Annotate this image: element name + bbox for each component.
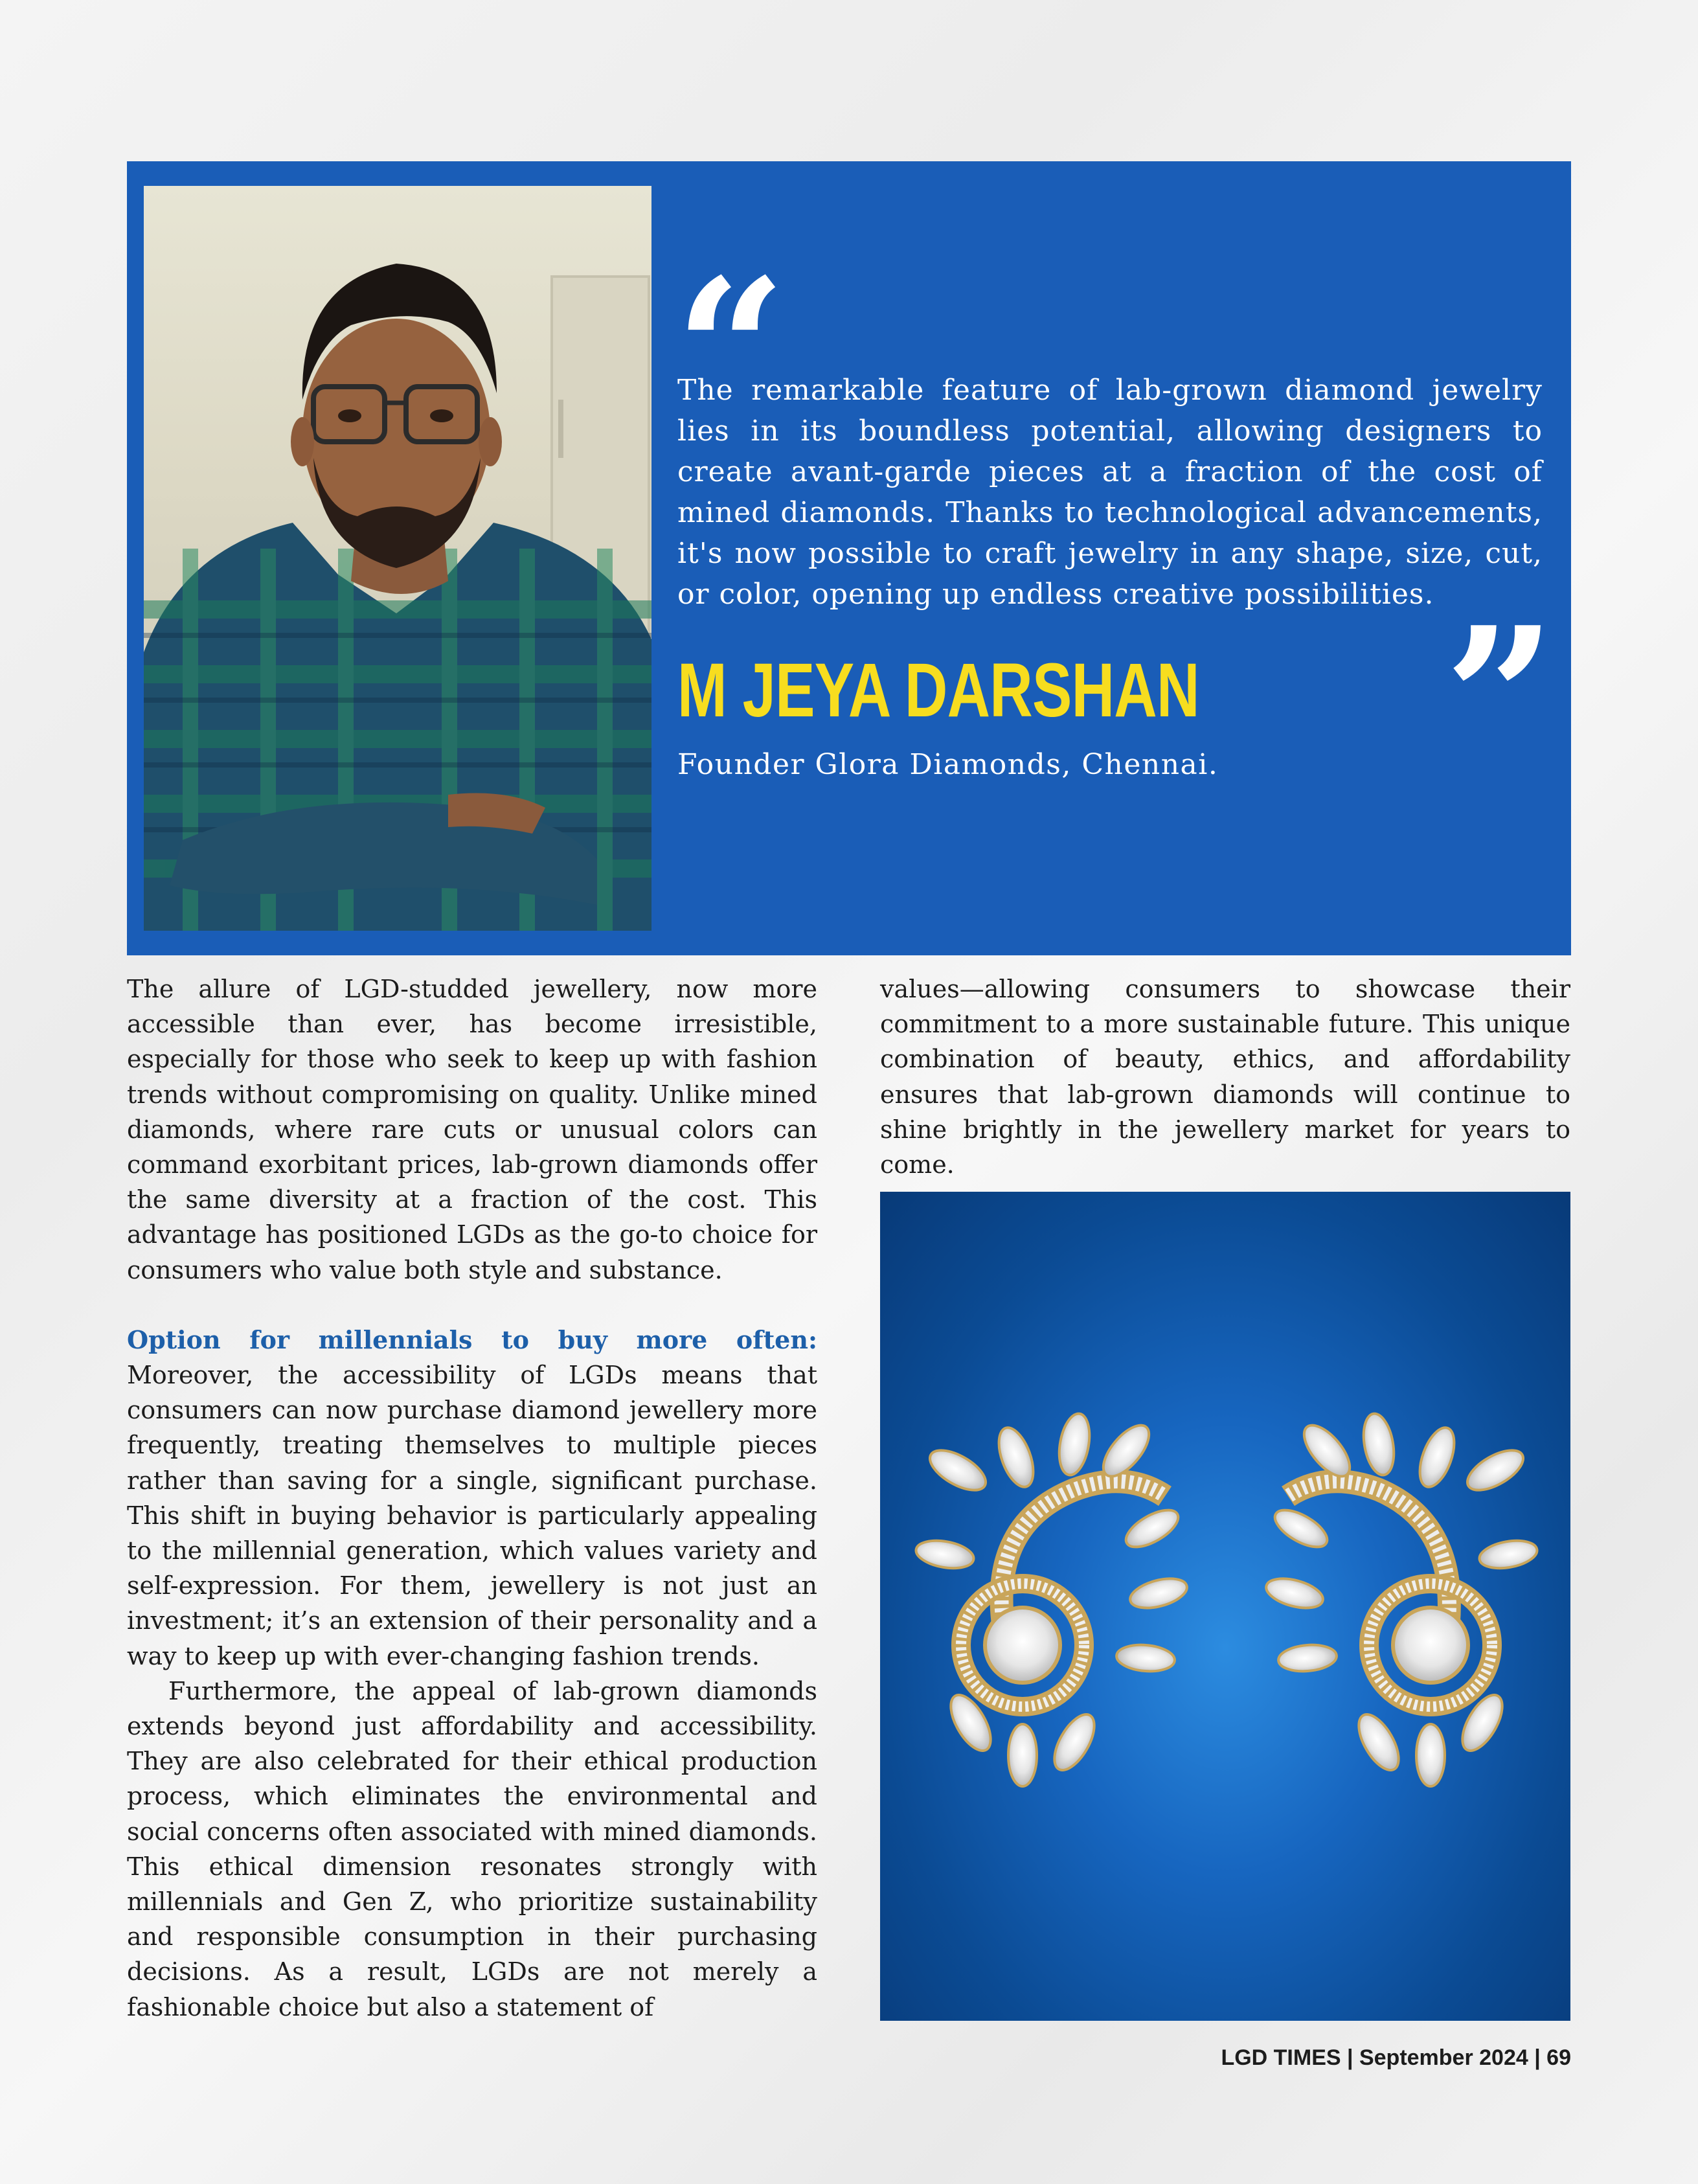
person-name: M JEYA DARSHAN — [677, 648, 1199, 733]
article-paragraph-text: Moreover, the accessibility of LGDs means that consumers can now purchase diamond jewellery more frequently, treating themselves to multiple pieces rather than saving for a single, significant purchase. This shift in buying behavior is particularly appealing to the millennial generation, which values variety and self-expression. For them, jewellery is not just an investment; it’s an extension of their personality and a way to keep up with ever-changing fashion trends. — [127, 1361, 817, 1670]
quote-text: The remarkable feature of lab-grown diamond jewelry lies in its boundless potential, allowing designers to create avant-garde pieces at a fraction of the cost of mined diamonds. Thanks to technological advancements, it's now possible to craft jewelry in any shape, size, cut, or color, opening up endless creative possibilities. — [677, 374, 1543, 611]
page-footer: LGD TIMES | September 2024 | 69 — [1221, 2045, 1571, 2070]
right-earring — [1263, 1411, 1539, 1786]
article-left-column — [127, 972, 817, 2025]
article-paragraph: values—allowing consumers to showcase their commitment to a more sustainable future. This unique combination of beauty, ethics, and affordability ensures that lab-grown diamonds will continue to shine brightly in the jewellery market for years to come. — [880, 975, 1570, 1179]
open-quote-icon: “ — [675, 236, 787, 464]
article-paragraph: The allure of LGD-studded jewellery, now more accessible than ever, has become irresistible, especially for those who seek to keep up with fashion trends without compromising on quality. Unlike mined diamonds, where rare cuts or unusual colors can command exorbitant prices, lab-grown diamonds offer the same diversity at a fraction of the cost. This advantage has positioned LGDs as the go-to choice for consumers who value both style and substance. — [127, 975, 817, 1284]
close-quote-icon: ” — [1444, 584, 1556, 813]
portrait-illustration — [144, 186, 651, 931]
person-title: Founder Glora Diamonds, Chennai. — [677, 748, 1219, 781]
earrings-photo — [880, 1192, 1570, 2021]
quote-box — [127, 161, 1571, 955]
left-earring — [914, 1411, 1190, 1786]
article-paragraph — [127, 1323, 817, 1674]
article-paragraph: Furthermore, the appeal of lab-grown diamonds extends beyond just affordability and accessibility. They are also celebrated for their ethical production process, which eliminates the environmental and social concerns often associated with mined diamonds. This ethical dimension resonates strongly with millennials and Gen Z, who prioritize sustainability and responsible consumption in their purchasing decisions. As a result, LGDs are not merely a fashionable choice but also a statement of — [127, 1676, 817, 2021]
sub-heading: Option for millennials to buy more often: — [127, 1325, 817, 1354]
article-right-column — [880, 972, 1570, 1182]
earrings-illustration — [880, 1192, 1570, 2021]
portrait-photo — [144, 186, 651, 931]
